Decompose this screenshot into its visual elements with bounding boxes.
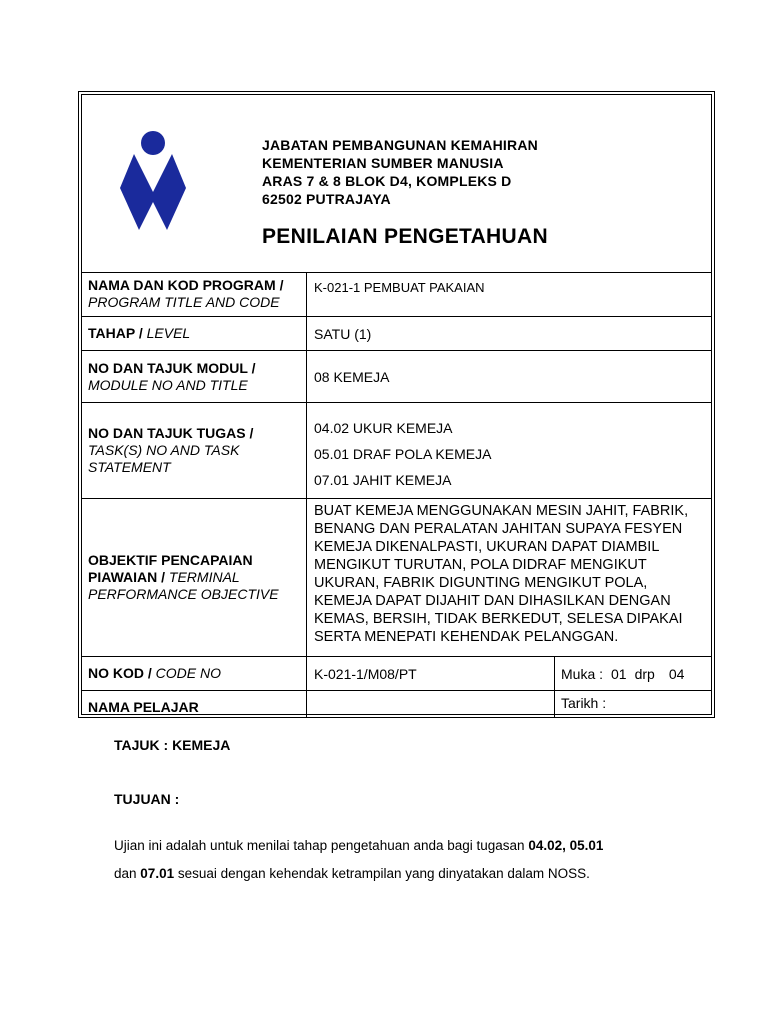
para-tasks-bold: 04.02, 05.01	[528, 838, 604, 853]
program-label-italic: PROGRAM TITLE AND CODE	[88, 294, 280, 310]
purpose-paragraph	[114, 832, 714, 888]
program-row	[82, 272, 711, 317]
page-separator: drp	[634, 665, 655, 682]
page-current: 01	[611, 665, 627, 682]
date-label: Tarikh :	[561, 695, 607, 711]
para-text: dan	[114, 866, 137, 881]
objective-label-bold: OBJEKTIF PENCAPAIAN PIAWAIAN /	[88, 552, 253, 585]
org-line: KEMENTERIAN SUMBER MANUSIA	[262, 155, 504, 171]
level-value: SATU (1)	[314, 325, 372, 342]
org-line: JABATAN PEMBANGUNAN KEMAHIRAN	[262, 137, 538, 153]
program-label	[82, 272, 307, 316]
page-indicator	[555, 657, 711, 690]
page-total: 04	[668, 665, 685, 682]
tasks-row	[82, 403, 711, 499]
organization-address	[262, 136, 538, 208]
form-inner-border	[81, 94, 712, 715]
student-label-bold: NAMA PELAJAR	[88, 699, 199, 715]
module-label	[82, 351, 307, 402]
assessment-form	[78, 91, 715, 718]
tasks-label-italic: TASK(S) NO AND TASK STATEMENT	[88, 442, 240, 475]
student-row	[82, 691, 711, 718]
module-row	[82, 351, 711, 403]
org-line: 62502 PUTRAJAYA	[262, 191, 391, 207]
page-label: Muka :	[561, 665, 604, 682]
level-label	[82, 317, 307, 350]
objective-label-italic: TERMINAL PERFORMANCE OBJECTIVE	[88, 569, 279, 602]
student-label	[82, 691, 307, 718]
task-item: 07.01 JAHIT KEMEJA	[314, 472, 452, 488]
para-text: Ujian ini adalah untuk menilai tahap pengetahuan anda bagi tugasan	[114, 838, 525, 853]
module-value: 08 KEMEJA	[314, 368, 390, 385]
tasks-label	[82, 403, 307, 498]
agency-logo-icon	[120, 130, 186, 230]
org-line: ARAS 7 & 8 BLOK D4, KOMPLEKS D	[262, 173, 512, 189]
level-row	[82, 317, 711, 351]
tasks-list	[307, 403, 711, 498]
form-header	[82, 95, 711, 273]
code-label-bold: NO KOD /	[88, 665, 152, 681]
task-item: 04.02 UKUR KEMEJA	[314, 420, 453, 436]
level-label-italic: LEVEL	[146, 325, 191, 341]
program-value: K-021-1 PEMBUAT PAKAIAN	[314, 280, 485, 295]
code-label	[82, 657, 307, 690]
level-label-bold: TAHAP /	[88, 325, 143, 341]
date-field[interactable]	[555, 691, 711, 718]
task-item: 05.01 DRAF POLA KEMEJA	[314, 446, 492, 462]
student-name-field[interactable]	[307, 691, 555, 718]
objective-row	[82, 499, 711, 657]
topic-heading: TAJUK : KEMEJA	[114, 737, 231, 753]
para-task-bold: 07.01	[140, 866, 175, 881]
module-label-italic: MODULE NO AND TITLE	[88, 376, 248, 393]
objective-label	[82, 499, 307, 656]
module-label-bold: NO DAN TAJUK MODUL /	[88, 359, 256, 376]
objective-value: BUAT KEMEJA MENGGUNAKAN MESIN JAHIT, FABRIK, BENANG DAN PERALATAN JAHITAN SUPAYA FESYEN KEMEJA DIKENALPASTI, UKURAN DAPAT DIAMBIL MENGIKUT TURUTAN, POLA DIDRAF MENGIKUT UKURAN, FABRIK DIGUNTING MENGIKUT POLA, KEMEJA DAPAT DIJAHIT DAN DIHASILKAN DENGAN KEMAS, BERSIH, TIDAK BERKEDUT, SELESA DIPAKAI SERTA MENEPATI KEHENDAK PELANGGAN.	[314, 503, 689, 645]
para-text: sesuai dengan kehendak ketrampilan yang dinyatakan dalam NOSS.	[177, 866, 590, 881]
code-value: K-021-1/M08/PT	[307, 657, 555, 690]
code-label-italic: CODE NO	[155, 665, 222, 681]
code-row	[82, 657, 711, 691]
tasks-label-bold: NO DAN TAJUK TUGAS /	[88, 425, 254, 441]
document-title: PENILAIAN PENGETAHUAN	[262, 225, 548, 248]
program-label-bold: NAMA DAN KOD PROGRAM /	[88, 277, 284, 293]
purpose-heading: TUJUAN :	[114, 791, 180, 807]
